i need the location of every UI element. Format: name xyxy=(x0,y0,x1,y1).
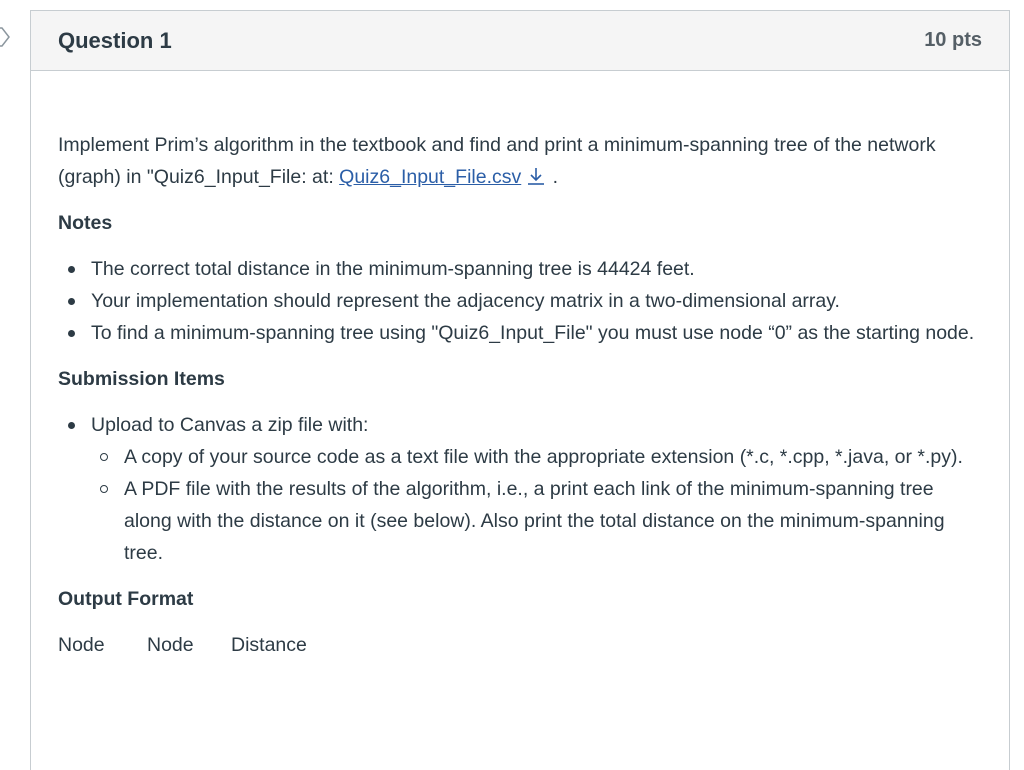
question-body xyxy=(31,71,1009,661)
note-item: Your implementation should represent the adjacency matrix in a two-dimensional array. xyxy=(91,285,982,317)
notes-list xyxy=(58,253,982,349)
submission-subitem: A copy of your source code as a text file with the appropriate extension (*.c, *.cpp, *.java, or *.py). xyxy=(124,441,982,473)
question-header xyxy=(31,11,1009,71)
intro-text: Implement Prim’s algorithm in the textbook and find and print a minimum-spanning tree of the network (graph) in "Quiz6_Input_File: at: xyxy=(58,134,936,188)
output-column-node-1: Node xyxy=(58,634,105,656)
question-card xyxy=(30,10,1010,770)
intro-end: . xyxy=(547,166,559,188)
file-download-link[interactable]: Quiz6_Input_File.csv xyxy=(339,166,522,188)
submission-sublist xyxy=(91,441,982,569)
note-item: The correct total distance in the minimum-spanning tree is 44424 feet. xyxy=(91,253,982,285)
question-intro xyxy=(58,129,982,193)
note-item: To find a minimum-spanning tree using "Quiz6_Input_File" you must use node “0” as the starting node. xyxy=(91,317,982,349)
submission-list xyxy=(58,409,982,569)
notes-heading: Notes xyxy=(58,212,113,234)
flag-question-icon[interactable] xyxy=(0,25,12,49)
question-points: 10 pts xyxy=(924,29,982,51)
output-format-columns xyxy=(58,629,982,661)
output-format-heading: Output Format xyxy=(58,588,194,610)
submission-heading: Submission Items xyxy=(58,368,225,390)
submission-subitem: A PDF file with the results of the algorithm, i.e., a print each link of the minimum-spanning tree along with the distance on it (see below). Also print the total distance on the minimum-spanning tree. xyxy=(124,473,982,569)
submission-item-text: Upload to Canvas a zip file with: xyxy=(91,414,369,436)
question-title: Question 1 xyxy=(58,27,172,53)
output-column-distance: Distance xyxy=(231,634,307,656)
output-column-node-2: Node xyxy=(147,634,194,656)
download-icon[interactable] xyxy=(525,164,547,184)
submission-item xyxy=(91,409,982,569)
